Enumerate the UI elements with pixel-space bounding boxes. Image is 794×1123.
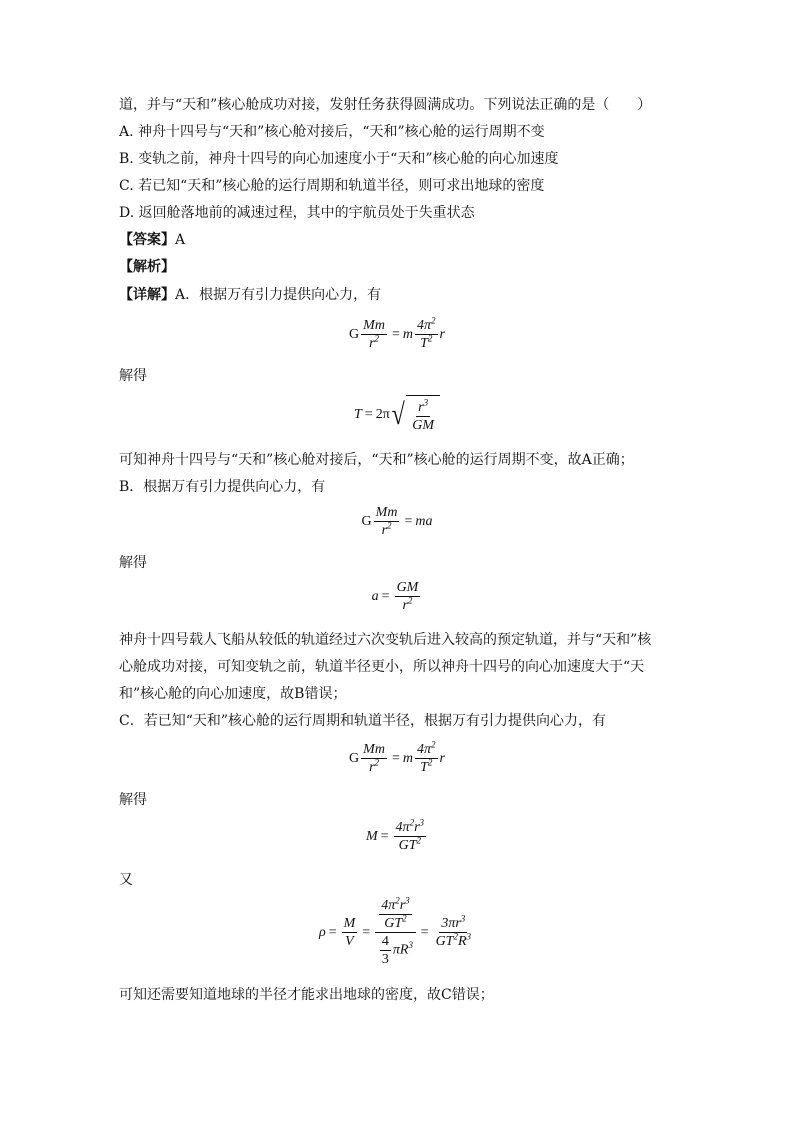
equation-mass: M = $\frac{4\pi^2r^3}{GT^2}$ (365, 817, 425, 853)
equation-density: ρ = $\frac{M}{V}$ = $\frac{4\pi^2r^3}{GT^2}$ $\frac{4}{3}$ $\pi R^3$ = $\frac{3\pi r^3}{GT^2R^3}$ (318, 895, 472, 967)
analysis-tag: 【解析】 (119, 259, 175, 275)
equation-gravity-acceleration: G $\frac{Mm}{r^2}$ = ma (361, 505, 433, 538)
you-line: 又 (119, 872, 133, 888)
option-b: B. 变轨之前，神舟十四号的向心加速度小于“天和”核心舱的向心加速度 (119, 151, 559, 167)
answer-line (119, 230, 185, 250)
jiede-1: 解得 (119, 368, 147, 384)
analysis-line (119, 257, 175, 277)
part-c-intro: C．若已知“天和”核心舱的运行周期和轨道半径，根据万有引力提供向心力，有 (119, 713, 607, 729)
jiede-3: 解得 (119, 792, 147, 808)
text-b-1: 神舟十四号载人飞船从较低的轨道经过六次变轨后进入较高的预定轨道，并与“天和”核 (119, 632, 652, 648)
conclusion-c: 可知还需要知道地球的半径才能求出地球的密度，故C错误； (119, 987, 494, 1003)
jiede-2: 解得 (119, 555, 147, 571)
text-b-3: 和”核心舱的向心加速度，故B错误； (119, 686, 347, 702)
equation-gravity-period-c: G $\frac{Mm}{r^2}$ = m $\frac{4\pi^2}{T^2}$ r (349, 739, 445, 775)
question-stem-line: 道，并与“天和”核心舱成功对接，发射任务获得圆满成功。下列说法正确的是（ ） (119, 97, 652, 113)
answer-value: A (175, 232, 186, 248)
option-c: C. 若已知“天和”核心舱的运行周期和轨道半径，则可求出地球的密度 (119, 178, 545, 194)
equation-gravity-period: G $\frac{Mm}{r^2}$ = m $\frac{4\pi^2}{T^2}$ r (349, 315, 445, 351)
detail-a-text: A．根据万有引力提供向心力，有 (175, 287, 382, 303)
equation-acceleration: a = $\frac{GM}{r^2}$ (371, 580, 419, 613)
detail-tag: 【详解】 (119, 287, 175, 303)
answer-tag: 【答案】 (119, 232, 175, 248)
conclusion-a: 可知神舟十四号与“天和”核心舱对接后，“天和”核心舱的运行周期不变，故A正确； (119, 452, 634, 468)
part-b-intro: B．根据万有引力提供向心力，有 (119, 479, 326, 495)
option-d: D. 返回舱落地前的减速过程，其中的宇航员处于失重状态 (119, 205, 475, 221)
detail-a-line (119, 285, 381, 305)
option-a: A. 神舟十四号与“天和”核心舱对接后，“天和”核心舱的运行周期不变 (119, 124, 545, 140)
equation-period: T = 2π √ $\frac{r^3}{GM}$ (0, 395, 794, 435)
text-b-2: 心舱成功对接，可知变轨之前，轨道半径更小，所以神舟十四号的向心加速度大于“天 (119, 659, 645, 675)
